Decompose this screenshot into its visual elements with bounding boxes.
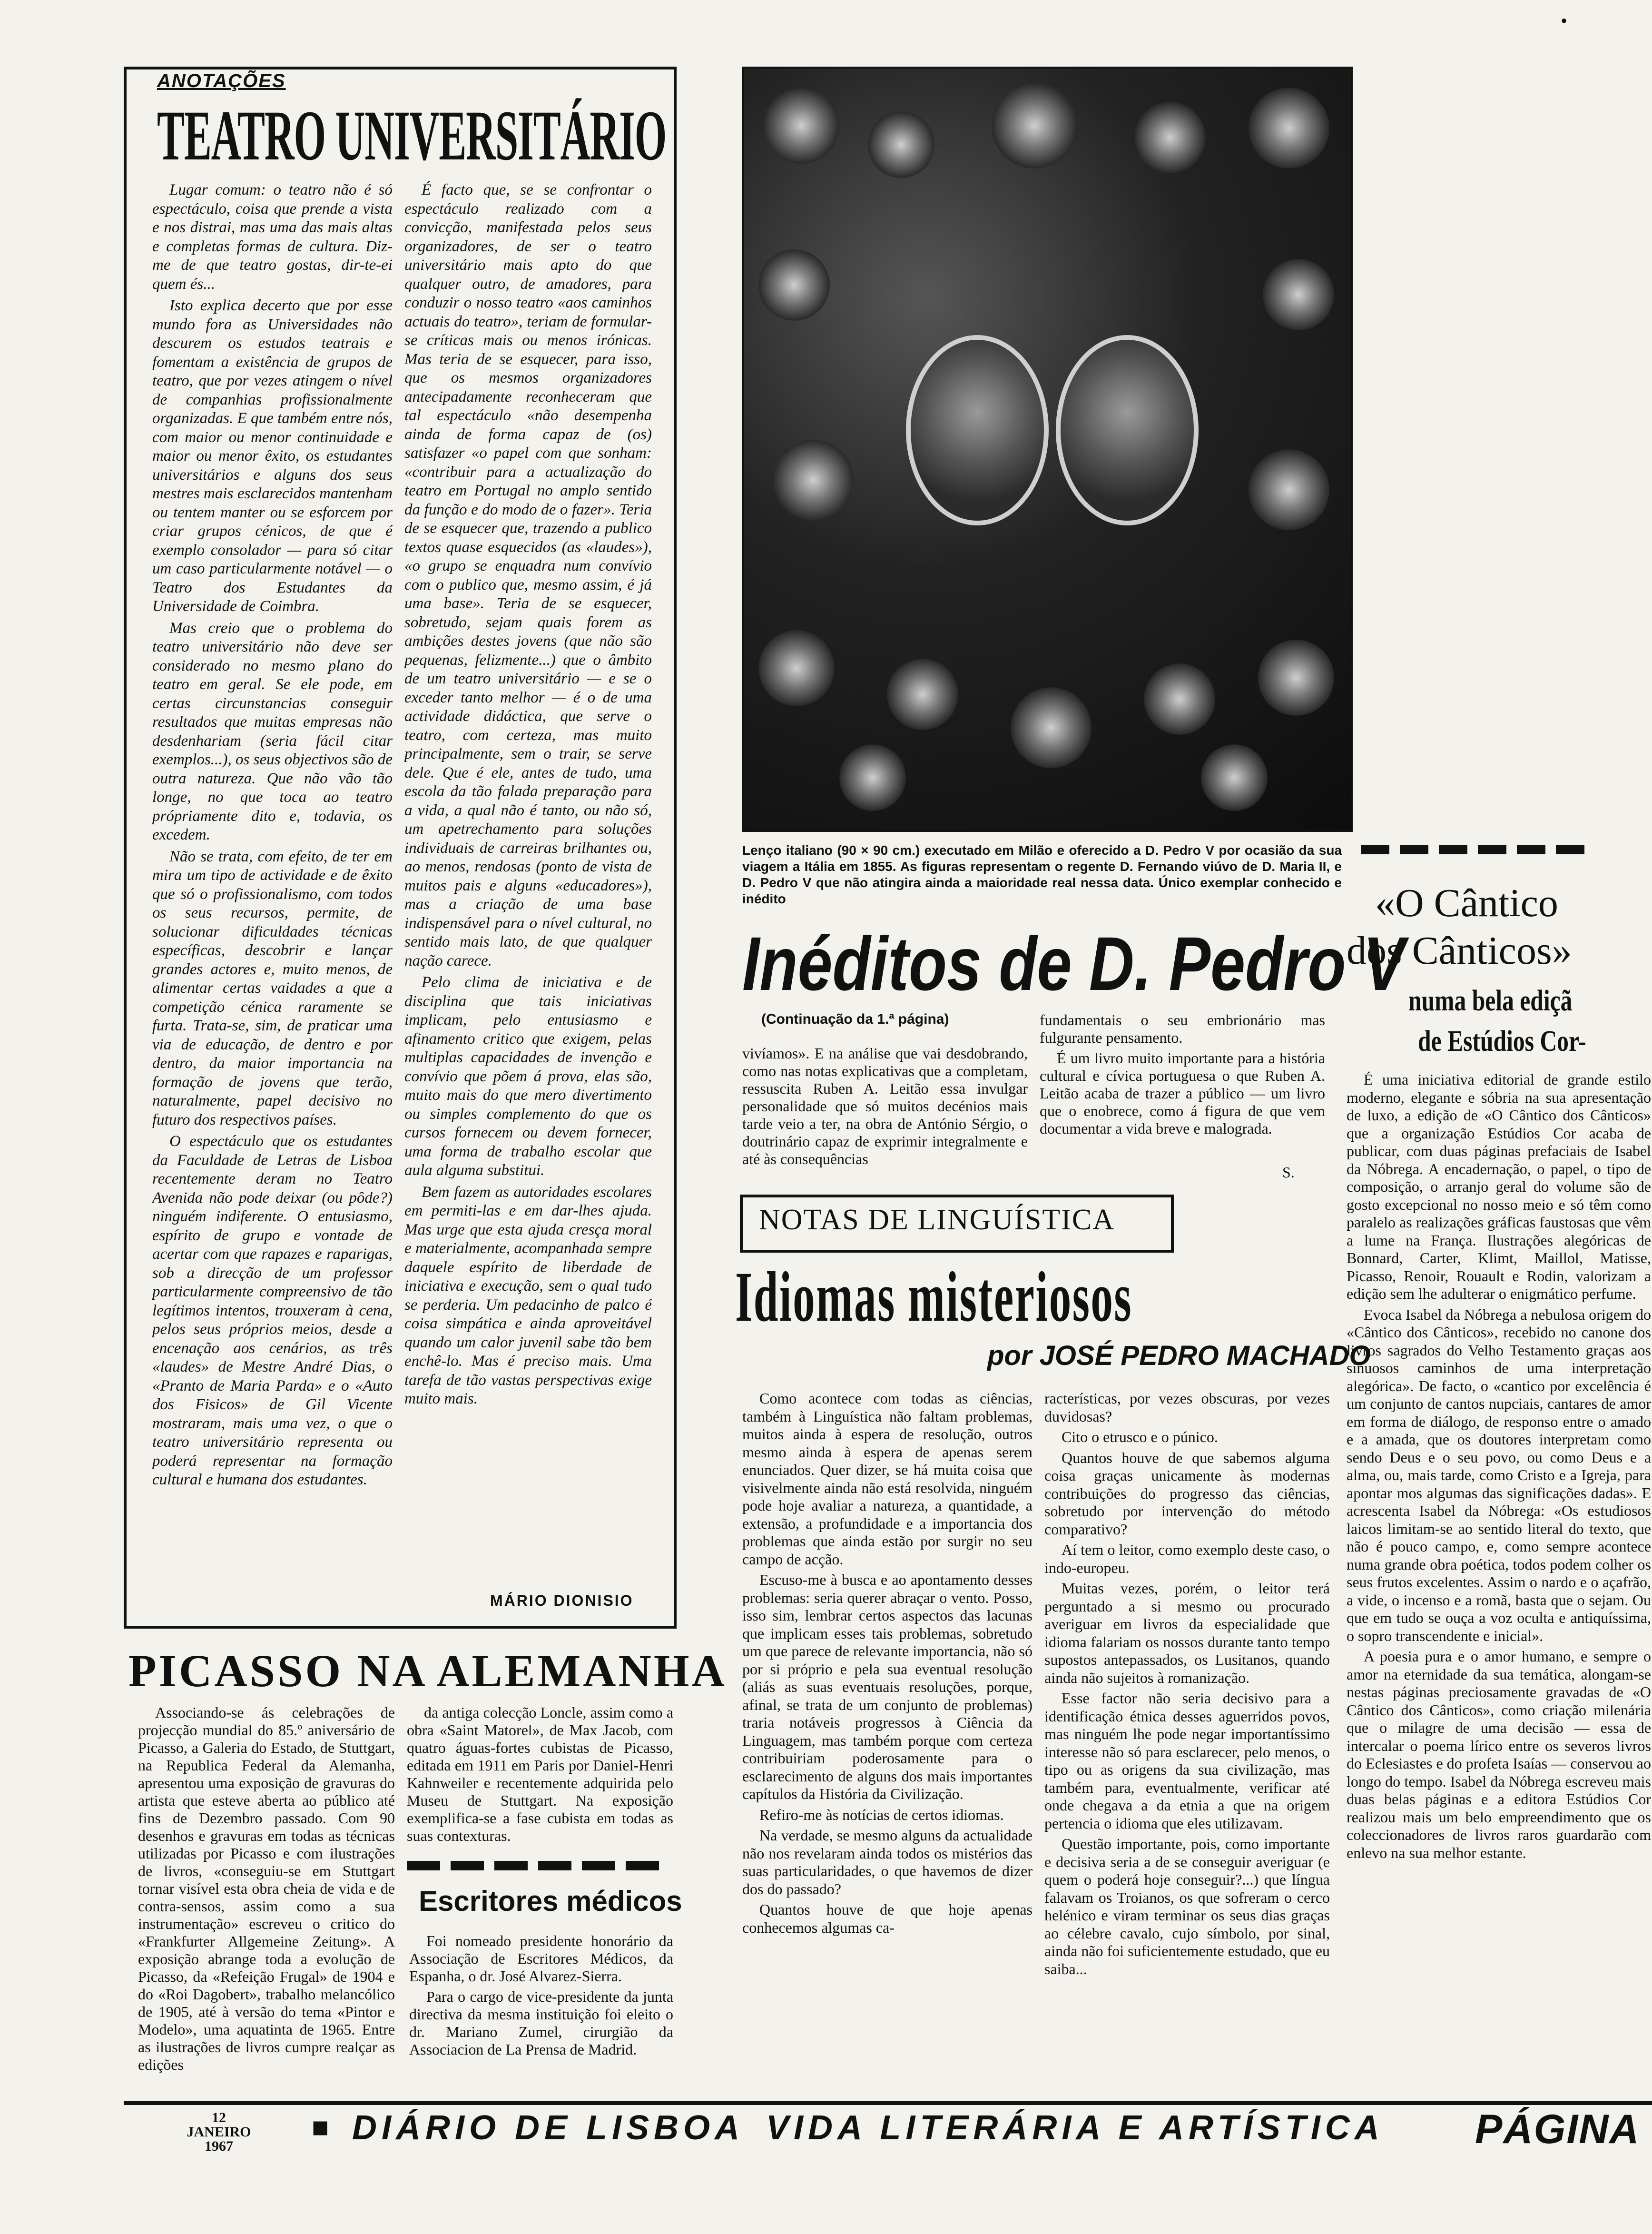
paragraph: Quantos houve de que hoje apenas conhecemos algumas ca- [742, 1901, 1032, 1936]
section-kicker: NOTAS DE LINGUÍSTICA [759, 1204, 1115, 1236]
photo-silk-handkerchief [742, 67, 1353, 832]
picasso-column-1 [138, 1704, 395, 2094]
paragraph: racterísticas, por vezes obscuras, por vezes duvidosas? [1044, 1390, 1330, 1425]
paragraph: Associando-se ás celebrações de projecção mundial do 85.º aniversário de Picasso, a Galeria do Estado, de Stuttgart, na Republica Federal da Alemanha, apresentou uma exposição de gravuras do artista que esteve aberta ao público até fins de Dezembro passado. Com 90 desenhos e gravuras em todas as técnicas utilizadas por Picasso e com ilustrações de livros, «conseguiu-se em Stuttgart tornar visível esta obra cheia de vida e de contra-sensos, assim como a sua instrumentação» escreveu o critico do «Frankfurter Allgemeine Zeitung». A exposição abrange toda a evolução de Picasso, da «Refeição Frugal» de 1904 e do «Roi Dagobert», trabalho melancólico de 1905, até à versão do tema «Pintor e Modelo», uma aquatinta de 1965. Entre as ilustrações de livros cumpre realçar as edições [138, 1704, 395, 2073]
paragraph: Muitas vezes, porém, o leitor terá perguntado a si mesmo ou procurado averiguar em livros da especialidade que idioma falariam os nossos durante tanto tempo supostos antepassados, os Lusitanos, quando ainda não sujeitos à romanização. [1044, 1580, 1330, 1686]
paragraph: Cito o etrusco e o púnico. [1062, 1428, 1218, 1445]
anotacoes-column-2 [404, 181, 652, 1561]
picasso-column-2 [407, 1704, 673, 1856]
paragraph: O espectáculo que os estudantes da Faculdade de Letras de Lisboa recentemente deram no Teatro Avenida não pode deixar (ou pôde?) ninguém indiferente. O entusiasmo, espírito de grupo e vontade de acertar com que rapazes e raparigas, sob a direcção de um professor particularmente compreensivo de tão legítimos intentos, trouxeram à cena, pelos seus próprios meios, desde a encenação aos cenários, as três «laudes» de Mestre André Dias, o «Pranto de Maria Parda» e o «Auto dos Fisicos» de Gil Vicente mostraram, mais uma vez, o que o teatro universitário representa ou poderá representar na formação cultural e humana dos estudantes. [152, 1133, 393, 1488]
paragraph: Foi nomeado presidente honorário da Associação de Escritores Médicos, da Espanha, o dr. José Alvarez-Sierra. [409, 1932, 673, 1985]
paragraph: Não se trata, com efeito, de ter em mira um tipo de actividade e de êxito que só o profissionalismo, com todos os seus recursos, permite, de solucionar dificuldades técnicas específicas, descobrir e lançar grandes actores e, muito menos, de alimentar certas vaidades a que a competição cénica raramente se furta. Trata-se, sim, de praticar uma via de educação, de dentro e por dentro, da maior importancia na formação de jovens que terão, naturalmente, papel decisivo no futuro dos respectivos países. [152, 848, 393, 1128]
paragraph: Mas creio que o problema do teatro universitário não deve ser considerado no mesmo plano do teatro em geral. Se ele pode, em certas circunstancias conseguir resultados que muitas empresas não desdenhariam (seria fácil citar exemplos...), os seus objectivos são de outra natureza. Que não vão tão longe, no que toca ao teatro própriamente dito e, todavia, os excedem. [152, 619, 393, 843]
paragraph: Como acontece com todas as ciências, também à Linguística não faltam problemas, muitos ainda à espera de resolução, outros mesmo ainda à espera de apenas serem enunciados. Quer dizer, se há muita coisa que visivelmente ainda não está resolvida, ninguém pode hoje avaliar a natureza, a quantidade, a extensão, a profundidade e a importancia dos problemas que ainda estão por surgir no seu campo de acção. [742, 1390, 1032, 1568]
separator-bars [407, 1861, 673, 1873]
separator-bars [1361, 845, 1627, 857]
paragraph: Para o cargo de vice-presidente da junta directiva da mesma instituição foi eleito o dr. Mariano Zumel, cirurgião da Associacion de La Prensa de Madrid. [409, 1988, 673, 2058]
paragraph: Isto explica decerto que por esse mundo fora as Universidades não descurem os estudos teatrais e fomentam a existência de grupos de teatro, que por vezes atingem o nível de companhias profissionalmente organizadas. E que também entre nós, com maior ou menor continuidade e maior ou menor êxito, os estudantes universitários e alguns dos seus mestres mais esclarecidos mantenham ou tentem manter ou se esforcem por criar grupos cénicos, de que é exemplo consolador — para só citar um caso particularmente notável — o Teatro dos Estudantes da Universidade de Coimbra. [152, 297, 393, 615]
issue-year: 1967 [205, 2138, 233, 2154]
bullet-icon: ■ [312, 2112, 329, 2143]
paragraph: da antiga colecção Loncle, assim como a obra «Saint Matorel», de Max Jacob, com quatro águas-fortes cubistas de Picasso, editada em 1911 em Paris por Daniel-Henri Kahnweiler e recentemente adquirida pelo Museu de Stuttgart. Na exposição exemplifica-se a fase cubista em todas as suas contexturas. [407, 1704, 673, 1844]
article-title: Idiomas misteriosos [735, 1257, 1133, 1336]
byline: por JOSÉ PEDRO MACHADO [987, 1340, 1371, 1371]
photo-caption: Lenço italiano (90 × 90 cm.) executado em Milão e oferecido a D. Pedro V por ocasião da sua viagem a Itália em 1855. As figuras representam o regente D. Fernando viúvo de D. Maria II, e D. Pedro V que não atingira ainda a maioridade real nessa data. Único exemplar conhecido e inédito [742, 843, 1342, 906]
paragraph: Questão importante, pois, como importante e decisiva seria a de se conseguir averiguar (e quem o poderá hoje conseguir?...) que língua falavam os Troianos, os que sofreram o cerco helénico e viram terminar os seus dias graças ao célebre cavalo, cujo símbolo, por sinal, ainda não foi suficientemente estudado, que eu saiba... [1044, 1835, 1330, 1977]
linguistica-column-1 [742, 1390, 1032, 2080]
paragraph: fundamentais o seu embrionário mas fulgurante pensamento. [1040, 1011, 1325, 1046]
paragraph: A poesia pura e o amor humano, e sempre o amor na eternidade da sua temática, alongam-se nestas páginas preciosamente gravadas de «O Cântico dos Cânticos», como criação milenária que o milagre de uma decisão — essa de intercalar o poema lírico entre os severos livros do Eclesiastes e do profeta Isaías — conservou ao longo do tempo. Isabel da Nóbrega escreveu mais duas belas páginas e a editora Estúdios Cor realizou mais um belo empreendimento que os coleccionadores de livros raros guardarão com enlevo na sua melhor estante. [1347, 1648, 1651, 1861]
issue-date [176, 2111, 262, 2154]
footer-rule [124, 2101, 1652, 2105]
ineditos-column-2 [1040, 1011, 1325, 1183]
paragraph: Bem fazem as autoridades escolares em permiti-las e em dar-lhes ajuda. Mas urge que esta ajuda cresça moral e materialmente, acompanhada sempre daquele espírito de liberdade de iniciativa e execução, sem o qual tudo se perderia. Um pedacinho de palco é coisa simpática e ainda aproveitável quando um calor juvenil sabe tão bem enchê-lo. Mas é preciso mais. Uma tarefa de tão vastas perspectivas exige muito mais. [404, 1183, 652, 1407]
paragraph: Na verdade, se mesmo alguns da actualidade não nos revelaram ainda todos os mistérios das suas particularidades, o que havemos de dizer dos do passado? [742, 1827, 1032, 1898]
anotacoes-column-1 [152, 181, 393, 1609]
issue-day: 12 [212, 2110, 226, 2125]
article-title-line-2: dos Cânticos» [1347, 929, 1572, 973]
article-title: Inéditos de D. Pedro V [742, 921, 1405, 1006]
paragraph: Refiro-me às notícias de certos idiomas. [759, 1806, 1004, 1823]
article-title: Escritores médicos [419, 1885, 682, 1917]
signature: S. [1282, 1164, 1295, 1181]
paragraph: Aí tem o leitor, como exemplo deste caso, o indo-europeu. [1044, 1541, 1330, 1576]
ineditos-column-1 [742, 1045, 1028, 1202]
article-subtitle-line-2: de Estúdios Cor- [1418, 1025, 1586, 1058]
linguistica-column-2 [1044, 1390, 1330, 2080]
continuation-note: (Continuação da 1.ª página) [761, 1011, 949, 1027]
section-kicker: ANOTAÇÕES [157, 70, 286, 91]
signature: MÁRIO DIONISIO [490, 1592, 634, 1609]
page-label: PÁGINA [1475, 2106, 1640, 2152]
paragraph: É um livro muito importante para a história cultural e cívica portuguesa o que Ruben A. Leitão acaba de trazer a público — um livro que o enobrece, como á figura de que vem documentar a vida breve e malograda. [1040, 1049, 1325, 1137]
issue-month: JANEIRO [187, 2124, 251, 2140]
cantico-body [1347, 1071, 1651, 2094]
portrait-medallion-left [906, 335, 1049, 525]
paragraph: Escuso-me à busca e ao apontamento desses problemas: seria querer abraçar o vento. Posso, isso sim, lembrar certos aspectos das lacunas que implicam esses tais problemas, sobretudo um que parece de relevante importancia, não só por si próprio e pela sua eventual resolução (aliás as suas eventuais resoluções, porque, afinal, se trata de um conjunto de problemas) traria notáveis progressos à Ciência da Linguagem, mas também porque com certeza contribuiriam poderosamente para o esclarecimento de alguns dos mais importantes capítulos da História da Civilização. [742, 1571, 1032, 1802]
article-title: PICASSO NA ALEMANHA [128, 1645, 727, 1696]
paragraph: Quantos houve de que sabemos alguma coisa graças unicamente às modernas contribuições do progresso das ciências, sobretudo por intervenção do método comparativo? [1044, 1449, 1330, 1538]
escritores-body [409, 1932, 673, 2094]
paragraph: vivíamos». E na análise que vai desdobrando, como nas notas explicativas que a completam, ressuscita Ruben A. Leitão essa invulgar personalidade que só muitos decénios mais tarde veio a ter, na obra de António Sérgio, o doutrinário capaz de exprimir integralmente e até às consequências [742, 1045, 1028, 1167]
newspaper-name: DIÁRIO DE LISBOA [352, 2109, 745, 2147]
page-mark: • [1561, 10, 1568, 31]
cantico-article [1337, 880, 1652, 2094]
portrait-medallion-right [1056, 335, 1199, 525]
section-name: VIDA LITERÁRIA E ARTÍSTICA [766, 2109, 1384, 2147]
paragraph: Evoca Isabel da Nóbrega a nebulosa origem do «Cântico dos Cânticos», recebido no canone dos livros sagrados do Velho Testamento graças aos sinuosos caminhos de uma interpretação alegórica». De facto, o «cantico por excelência é um conjunto de cantos nupciais, cantares de amor em forma de diálogo, de responso entre o amado e a amada, que os doutores interpretam como sendo Deus e o seu povo, ou como Deus e a alma, ou, mais tarde, como Cristo e a Igreja, para apontar mos algumas das significações dadas». E acrescenta Isabel da Nóbrega: «Os estudiosos laicos limitam-se ao sentido literal do texto, que não é pouco campo, e, como sempre acontece numa grande obra poética, todos podem colher os seus frutos excelentes. Assim o nardo e o açafrão, a vide, o incenso e a romã, basta que o sejam. Ou que em tudo se ouça a voz oculta e antiquíssima, o sopro transcendente e inicial». [1347, 1305, 1651, 1644]
paragraph: Esse factor não seria decisivo para a identificação étnica desses aguerridos povos, mas ninguém lhe pode negar importantíssimo interesse não só para esclarecer, pelo menos, o tipo ou as origens da sua civilização, mas também para, eventualmente, verificar até onde chegava a da etnia a que na origem pertencia o idioma que eles utilizavam. [1044, 1690, 1330, 1832]
article-title-line-1: «O Cântico [1375, 881, 1558, 925]
article-title: TEATRO UNIVERSITÁRIO [157, 96, 667, 175]
paragraph: É uma iniciativa editorial de grande estilo moderno, elegante e sóbria na sua apresentação de luxo, a edição de «O Cântico dos Cânticos» que a organização Estúdios Cor acaba de publicar, com duas páginas prefaciais de Isabel da Nóbrega. A encadernação, o papel, o tipo de composição, o arranjo geral do volume são de gosto excepcional no nosso meio e só têm como paralelo as realizações gráficas faustosas que vêm a lume na França. Ilustrações alegóricas de Bonnard, Carter, Klimt, Maillol, Matisse, Picasso, Renoir, Rouault e Rodin, valorizam a edição sem lhe adulterar o enigmático perfume. [1347, 1071, 1651, 1302]
paragraph: Pelo clima de iniciativa e de disciplina que tais iniciativas implicam, pelo entusiasmo e afinamento critico que exigem, pelas multiplas capacidades de invenção e convívio que põem á prova, elas são, muito mais do que mero divertimento ou simples complemento do que os cursos fornecem ou devem fornecer, uma forma de trabalho escolar que aula alguma substitui. [404, 974, 652, 1179]
paragraph: Lugar comum: o teatro não é só espectáculo, coisa que prende a vista e nos distrai, mas uma das mais altas e completas formas de cultura. Diz-me de que teatro gostas, dir-te-ei quem és... [152, 181, 393, 293]
article-subtitle-line-1: numa bela ediçã [1408, 985, 1573, 1017]
paragraph: É facto que, se se confrontar o espectáculo realizado com a convicção, manifestada pelos seus organizadores, de ser o teatro universitário mais apto do que qualquer outro, de amadores, para conduzir o nosso teatro «aos caminhos actuais do teatro», teriam de formular-se críticas mais ou menos irónicas. Mas teria de se esquecer, para isso, que os mesmos organizadores antecipadamente reconheceram que tal espectáculo «não desempenha ainda de forma capaz de (os) satisfazer «o papel com que sonham: «contribuir para a actualização do teatro em Portugal no amplo sentido da função e do modo de o fazer». Teria de se esquecer que, trazendo a publico textos quase esquecidos (as «laudes»), «o grupo se enquadra num convívio com o publico que, mesmo assim, é já uma base». Teria de se esquecer, sobretudo, sejam quais forem as ambições destes jovens (que não são pequenas, felizmente...) que o âmbito de um teatro universitário — e se o exceder tanto melhor — é o de uma actividade didáctica, que serve o teatro, com certeza, mas muito principalmente, sem o trair, se serve dele. Que é ele, antes de tudo, uma escola da tão falada preparação para a vida, a qual não é tanto, ou não só, um apetrechamento para soluções individuais de carreiras brilhantes ou, ao menos, rendosas (ponto de vista de muitos pais e alguns «educadores»), mas a criação de uma base indispensável para o nível cultural, no sentido mais lato, de que qualquer nação carece. [404, 181, 652, 969]
